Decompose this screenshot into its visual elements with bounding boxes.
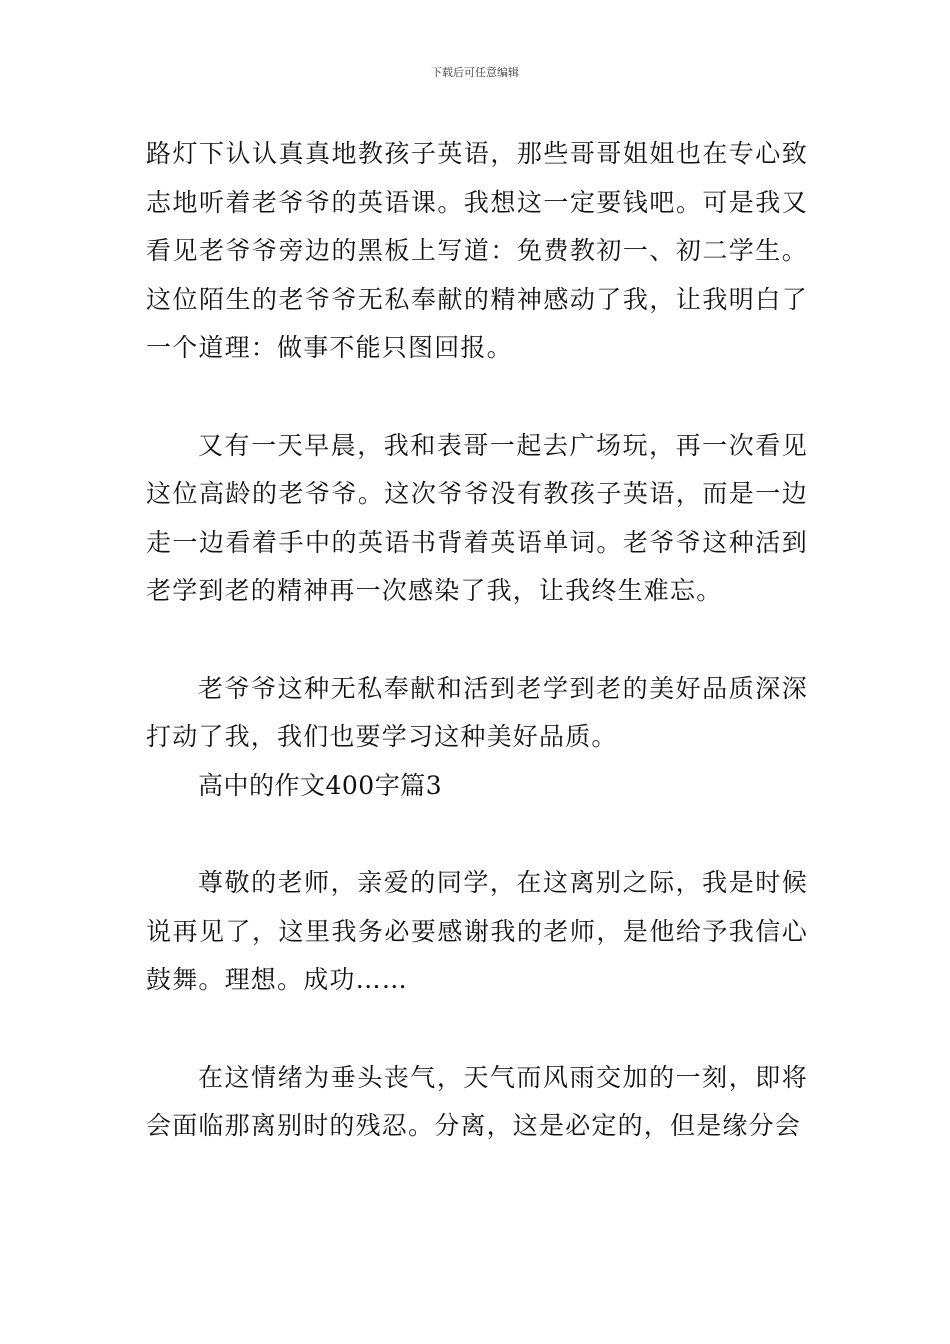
- paragraph: 又有一天早晨，我和表哥一起去广场玩，再一次看见这位高龄的老爷爷。这次爷爷没有教孩子英语，而是一边走一边看着手中的英语书背着英语单词。老爷爷这种活到老学到老的精神再一次感染了我，让我终生难忘。: [146, 430, 808, 605]
- paragraph: 尊敬的老师，亲爱的同学，在这离别之际，我是时候说再见了，这里我务必要感谢我的老师，是他给予我信心鼓舞。理想。成功……: [146, 868, 808, 994]
- document-body: [146, 130, 808, 1151]
- paragraph: 老爷爷这种无私奉献和活到老学到老的美好品质深深打动了我，我们也要学习这种美好品质。: [146, 673, 808, 751]
- section-heading: 高中的作文400字篇3: [198, 770, 443, 800]
- page-header-note: 下载后可任意编辑: [431, 66, 519, 79]
- paragraph: 在这情绪为垂头丧气，天气而风雨交加的一刻，即将会面临那离别时的残忍。分离，这是必定的，但是缘分会: [146, 1062, 808, 1140]
- paragraph-continuation: 路灯下认认真真地教孩子英语，那些哥哥姐姐也在专心致志地听着老爷爷的英语课。我想这一定要钱吧。可是我又看见老爷爷旁边的黑板上写道：免费教初一、初二学生。这位陌生的老爷爷无私奉献的精神感动了我，让我明白了一个道理：做事不能只图回报。: [146, 139, 808, 362]
